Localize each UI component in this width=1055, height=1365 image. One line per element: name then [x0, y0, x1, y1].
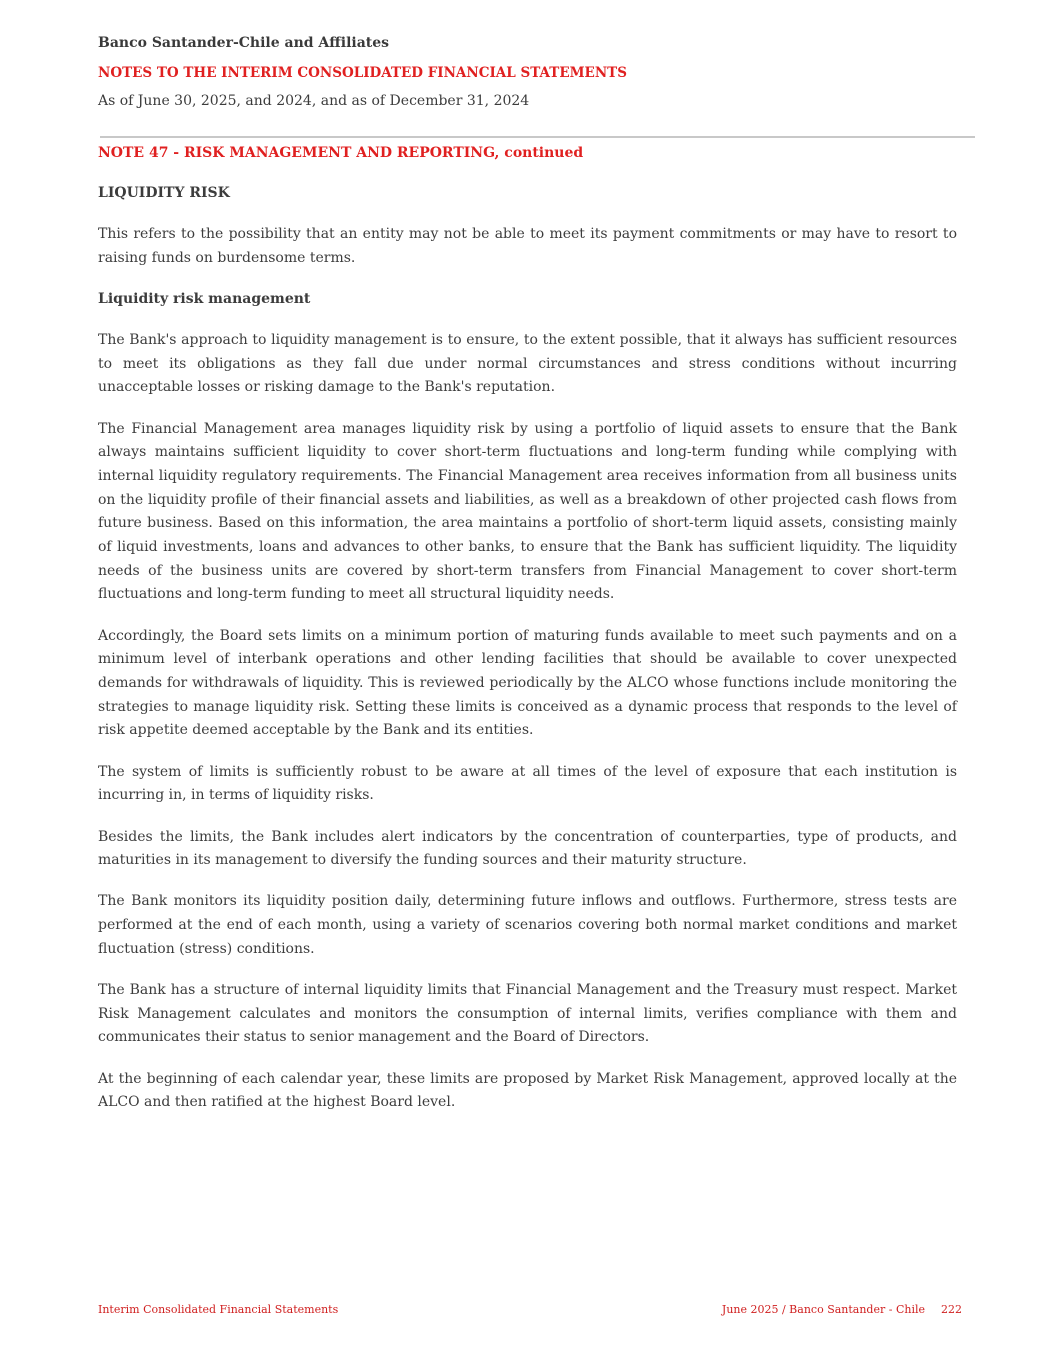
paragraph: The Bank has a structure of internal liquidity limits that Financial Management and the Treasury must respect. Market Risk Management calculates and monitors the consumption of internal limits, verifies compliance with them and communicates their status to senior management and the Board of Directors. [98, 982, 957, 1046]
paragraph: Besides the limits, the Bank includes alert indicators by the concentration of counterparties, type of products, and maturities in its management to diversify the funding sources and their maturity structure. [98, 828, 957, 869]
page-header [98, 32, 957, 112]
footer-period: June 2025 / Banco Santander - Chile [721, 1303, 925, 1316]
section-heading: LIQUIDITY RISK [98, 185, 230, 201]
page-number: 222 [941, 1303, 962, 1316]
subsection-heading: Liquidity risk management [98, 290, 311, 307]
header-divider [100, 136, 975, 138]
paragraph: The Financial Management area manages liquidity risk by using a portfolio of liquid assets to ensure that the Bank always maintains sufficient liquidity to cover short-term fluctuations and long-term funding while complying with internal liquidity regulatory requirements. The Financial Management area receives information from all business units on the liquidity profile of their financial assets and liabilities, as well as a breakdown of other projected cash flows from future business. Based on this information, the area maintains a portfolio of short-term liquid assets, consisting mainly of liquid investments, loans and advances to other banks, to ensure that the Bank has sufficient liquidity. The liquidity needs of the business units are covered by short-term transfers from Financial Management to cover short-term fluctuations and long-term funding to meet all structural liquidity needs. [98, 420, 957, 603]
paragraph: The Bank's approach to liquidity management is to ensure, to the extent possible, that it always has sufficient resources to meet its obligations as they fall due under normal circumstances and stress conditions without incurring unacceptable losses or risking damage to the Bank's reputation. [98, 331, 957, 396]
paragraph: The system of limits is sufficiently robust to be aware at all times of the level of exposure that each institution is incurring in, in terms of liquidity risks. [98, 763, 957, 804]
paragraph: Accordingly, the Board sets limits on a minimum portion of maturing funds available to meet such payments and on a minimum level of interbank operations and other lending facilities that should be available to cover unexpected demands for withdrawals of liquidity. This is reviewed periodically by the ALCO whose functions include monitoring the strategies to manage liquidity risk. Setting these limits is conceived as a dynamic process that responds to the level of risk appetite deemed acceptable by the Bank and its entities. [98, 627, 957, 739]
note-content [98, 182, 957, 1133]
paragraph: The Bank monitors its liquidity position daily, determining future inflows and outflows. Furthermore, stress tests are performed at the end of each month, using a variety of scenarios covering both normal market conditions and market fluctuation (stress) conditions. [98, 893, 957, 957]
report-period: As of June 30, 2025, and 2024, and as of December 31, 2024 [98, 93, 530, 109]
report-title: NOTES TO THE INTERIM CONSOLIDATED FINANCIAL STATEMENTS [98, 65, 627, 81]
footer-document-title: Interim Consolidated Financial Statements [98, 1303, 339, 1316]
footer-right [722, 1302, 962, 1318]
note-title: NOTE 47 - RISK MANAGEMENT AND REPORTING, continued [98, 145, 584, 161]
company-name: Banco Santander-Chile and Affiliates [98, 35, 390, 51]
paragraph: At the beginning of each calendar year, these limits are proposed by Market Risk Management, approved locally at the ALCO and then ratified at the highest Board level. [98, 1070, 957, 1111]
intro-paragraph: This refers to the possibility that an entity may not be able to meet its payment commitments or may have to resort to raising funds on burdensome terms. [98, 226, 957, 266]
